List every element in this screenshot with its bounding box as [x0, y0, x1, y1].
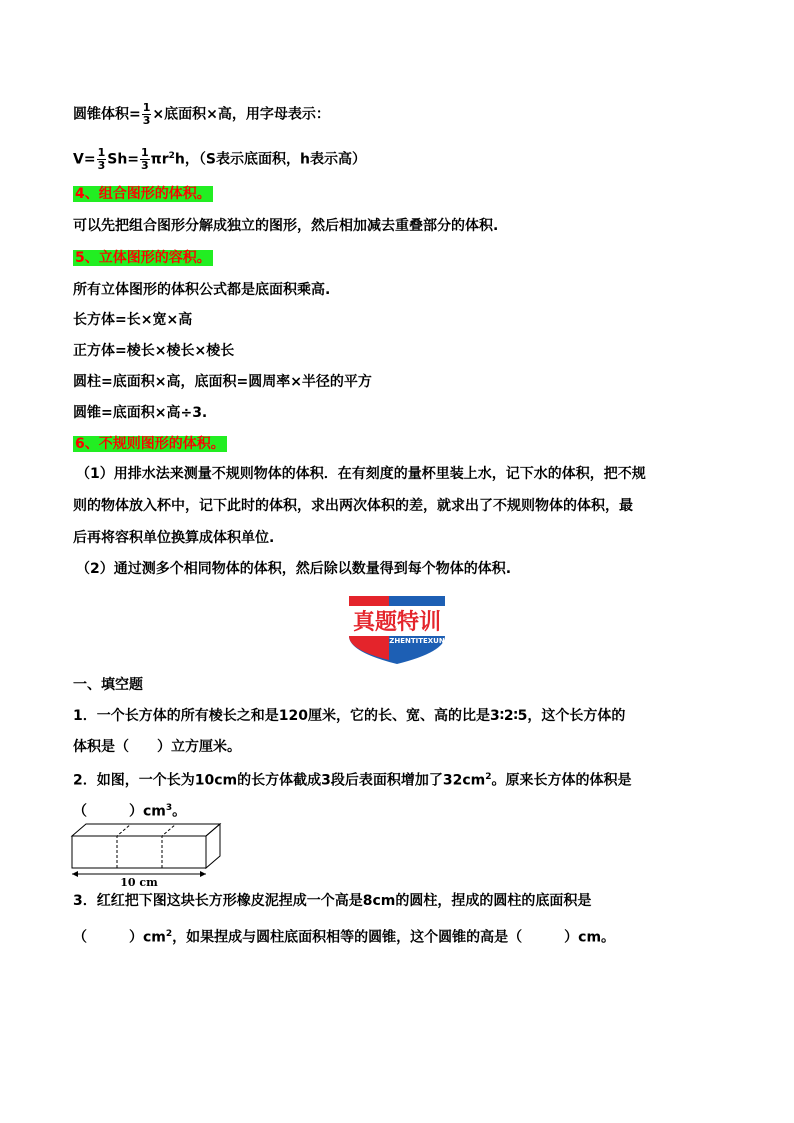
- para-6-line-3: 后再将容积单位换算成体积单位.: [73, 530, 275, 546]
- fraction-num: 1: [97, 146, 106, 160]
- section-title: 一、填空题: [73, 677, 143, 693]
- fraction-den: 3: [97, 159, 106, 173]
- superscript: 3: [165, 803, 173, 813]
- para-4: 可以先把组合图形分解成独立的图形，然后相加减去重叠部分的体积.: [73, 218, 499, 234]
- heading-4: [73, 184, 213, 204]
- heading-text: 5、立体图形的容积。: [75, 250, 211, 266]
- text: （ ）cm: [73, 929, 166, 946]
- cone-formula-line: [73, 102, 330, 127]
- text: 。: [172, 803, 187, 820]
- text: V=: [73, 151, 96, 168]
- question-2-line-2: [73, 798, 186, 822]
- fraction: [140, 147, 150, 172]
- text: 圆锥体积=: [73, 106, 141, 123]
- v-formula-line: [73, 146, 366, 172]
- cube-formula: 正方体=棱长×棱长×棱长: [73, 343, 235, 359]
- heading-6: [73, 434, 227, 454]
- text: πr: [150, 151, 169, 168]
- para-6-line-1: （1）用排水法来测量不规则物体的体积．在有刻度的量杯里装上水，记下水的体积，把不规: [76, 466, 646, 482]
- cuboid-figure: [70, 820, 230, 890]
- question-3-line-1: 3．红红把下图这块长方形橡皮泥捏成一个高是8cm的圆柱，捏成的圆柱的底面积是: [73, 893, 592, 909]
- para-6-line-2: 则的物体放入杯中，记下此时的体积，求出两次体积的差，就求出了不规则物体的体积，最: [73, 498, 633, 514]
- cylinder-formula: 圆柱=底面积×高，底面积=圆周率×半径的平方: [73, 374, 372, 390]
- logo-text: 真题特训: [352, 610, 442, 635]
- question-3-line-2: [73, 924, 615, 948]
- superscript: 2: [165, 929, 173, 939]
- text: h，（S表示底面积，h表示高）: [174, 151, 366, 168]
- arrow-left: [72, 871, 78, 877]
- cone-formula: 圆锥=底面积×高÷3.: [73, 405, 208, 421]
- cuboid-front: [72, 836, 206, 868]
- cuboid-formula: 长方体=长×宽×高: [73, 312, 193, 328]
- zhenti-texun-logo: [345, 592, 449, 666]
- question-2-line-1: [73, 767, 632, 791]
- question-1-line-2: 体积是（ ）立方厘米。: [73, 739, 241, 755]
- fraction: [97, 147, 107, 172]
- logo-subtext: ZHENTITEXUN: [389, 637, 445, 645]
- text: 。原来长方体的体积是: [491, 772, 632, 789]
- text: 2．如图，一个长为10cm的长方体截成3段后表面积增加了32cm: [73, 772, 486, 789]
- cut-lines: [117, 824, 176, 868]
- fraction-den: 3: [142, 114, 151, 127]
- text: ×底面积×高，用字母表示：: [152, 106, 330, 123]
- fraction-den: 3: [141, 159, 149, 173]
- dimension-label: 10 cm: [120, 876, 158, 889]
- fraction-num: 1: [142, 101, 151, 114]
- text: Sh=: [107, 151, 140, 168]
- text: ，如果捏成与圆柱底面积相等的圆锥，这个圆锥的高是（ ）cm。: [172, 929, 616, 946]
- fraction-num: 1: [141, 146, 149, 160]
- text: （ ）cm: [73, 803, 166, 820]
- superscript: 2: [485, 772, 492, 782]
- superscript: 2: [168, 151, 175, 161]
- para-6-line-4: （2）通过测多个相同物体的体积，然后除以数量得到每个物体的体积.: [76, 561, 512, 577]
- question-1-line-1: 1．一个长方体的所有棱长之和是120厘米，它的长、宽、高的比是3∶2∶5，这个长方体的: [73, 708, 626, 724]
- heading-text: 6、不规则图形的体积。: [75, 436, 225, 452]
- fraction: [142, 102, 152, 127]
- arrow-right: [200, 871, 206, 877]
- heading-text: 4、组合图形的体积。: [75, 186, 211, 202]
- heading-5: [73, 248, 213, 268]
- para-5: 所有立体图形的体积公式都是底面积乘高.: [73, 282, 331, 298]
- cuboid-side: [206, 824, 220, 868]
- cuboid-top: [72, 824, 220, 836]
